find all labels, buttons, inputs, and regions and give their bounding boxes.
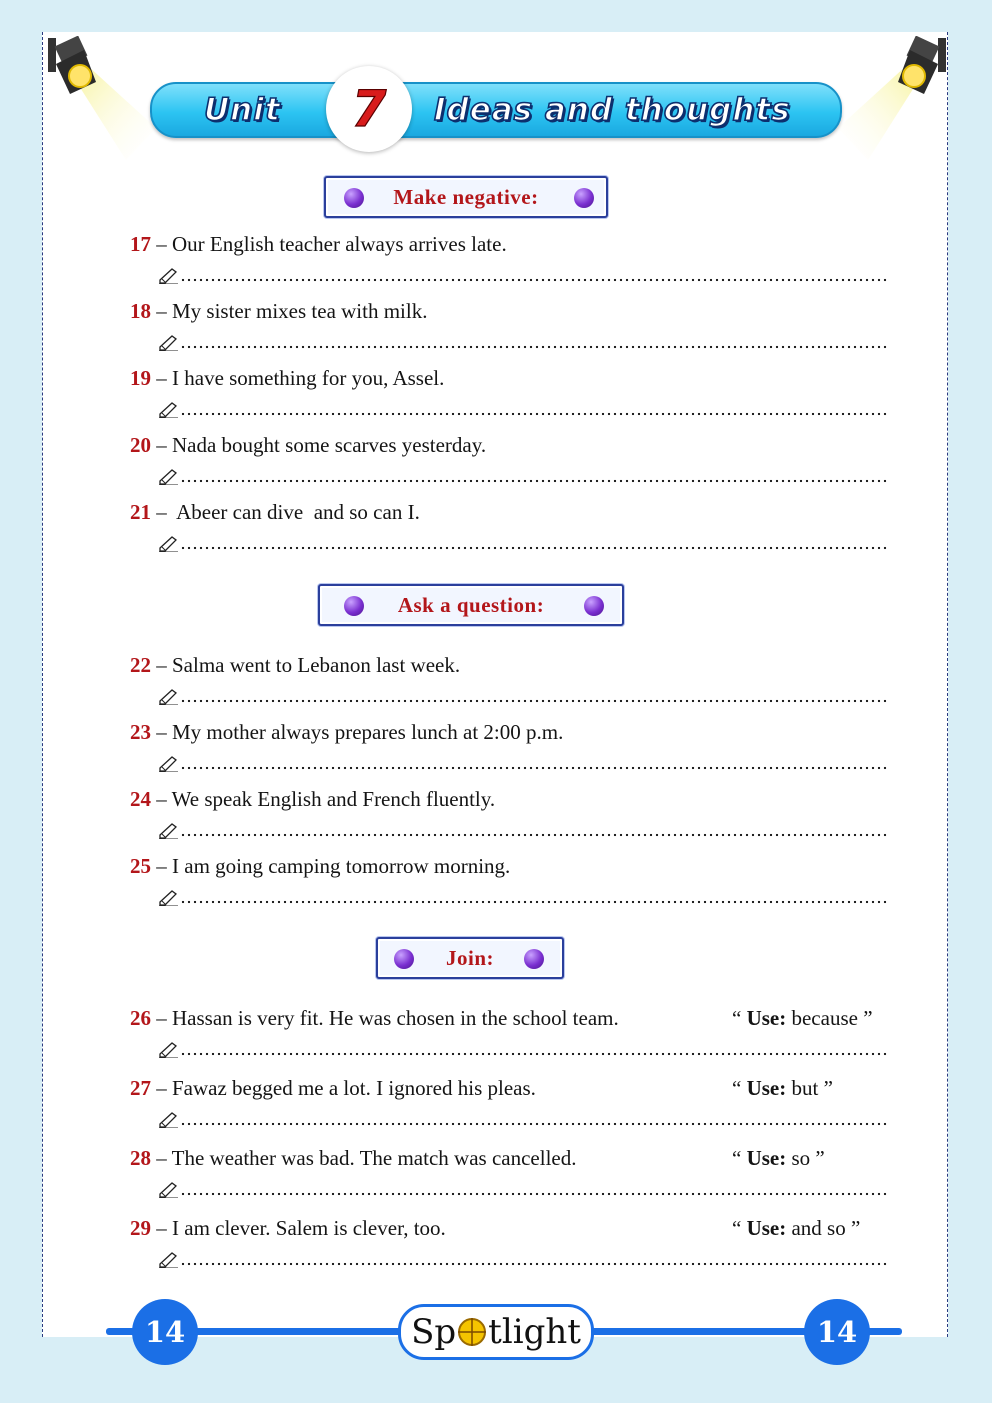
question-item bbox=[130, 1216, 446, 1241]
question-text: I have something for you, Assel. bbox=[172, 366, 445, 390]
question-text: I am clever. Salem is clever, too. bbox=[172, 1216, 446, 1240]
pencil-icon bbox=[158, 1110, 180, 1128]
answer-line[interactable] bbox=[158, 683, 888, 705]
question-text: I am going camping tomorrow morning. bbox=[172, 854, 511, 878]
dotted-line bbox=[180, 766, 888, 770]
question-separator: – bbox=[151, 787, 172, 811]
pencil-icon bbox=[158, 467, 180, 485]
question-text: Abeer can dive and so can I. bbox=[172, 500, 420, 524]
dotted-line bbox=[180, 833, 888, 837]
question-item bbox=[130, 299, 427, 324]
question-separator: – bbox=[151, 720, 172, 744]
spotlight-logo-icon bbox=[457, 1317, 487, 1347]
answer-line[interactable] bbox=[158, 1246, 888, 1268]
question-number: 29 bbox=[130, 1216, 151, 1240]
unit-banner bbox=[150, 82, 842, 138]
answer-line[interactable] bbox=[158, 1106, 888, 1128]
answer-line[interactable] bbox=[158, 530, 888, 552]
use-hint: “ Use: but ” bbox=[732, 1076, 833, 1100]
question-separator: – bbox=[151, 1076, 172, 1100]
question-text: The weather was bad. The match was cancelled. bbox=[171, 1146, 577, 1170]
pencil-icon bbox=[158, 266, 180, 284]
question-number: 27 bbox=[130, 1076, 151, 1100]
logo-text-start: Sp bbox=[411, 1312, 457, 1352]
question-item bbox=[130, 787, 495, 812]
dotted-line bbox=[180, 546, 888, 550]
section-ask-question bbox=[318, 584, 624, 626]
dotted-line bbox=[180, 1122, 888, 1126]
question-item bbox=[130, 500, 420, 525]
question-item bbox=[130, 854, 510, 879]
use-hint: “ Use: and so ” bbox=[732, 1216, 861, 1240]
bullet-icon bbox=[344, 188, 364, 208]
question-separator: – bbox=[151, 366, 172, 390]
question-number: 22 bbox=[130, 653, 151, 677]
question-number: 18 bbox=[130, 299, 151, 323]
spotlight-left-icon bbox=[44, 36, 164, 166]
use-word: because bbox=[791, 1006, 858, 1030]
answer-line[interactable] bbox=[158, 262, 888, 284]
use-label: Use: bbox=[746, 1146, 787, 1170]
question-number: 24 bbox=[130, 787, 151, 811]
bullet-icon bbox=[584, 596, 604, 616]
question-separator: – bbox=[151, 433, 172, 457]
question-text: Salma went to Lebanon last week. bbox=[172, 653, 461, 677]
use-label: Use: bbox=[746, 1216, 787, 1240]
use-hint: “ Use: so ” bbox=[732, 1146, 825, 1170]
pencil-icon bbox=[158, 333, 180, 351]
section-title: Make negative: bbox=[393, 184, 539, 209]
unit-title: Ideas and thoughts bbox=[434, 92, 791, 128]
question-number: 26 bbox=[130, 1006, 151, 1030]
bullet-icon bbox=[394, 949, 414, 969]
section-title: Join: bbox=[445, 945, 494, 970]
question-separator: – bbox=[151, 653, 172, 677]
question-text: We speak English and French fluently. bbox=[171, 787, 496, 811]
pencil-icon bbox=[158, 687, 180, 705]
pencil-icon bbox=[158, 534, 180, 552]
unit-label: Unit bbox=[204, 92, 281, 128]
question-text: Our English teacher always arrives late. bbox=[172, 232, 507, 256]
question-number: 17 bbox=[130, 232, 151, 256]
spotlight-right-icon bbox=[830, 36, 950, 166]
section-make-negative bbox=[324, 176, 608, 218]
bullet-icon bbox=[524, 949, 544, 969]
page-number-right: 14 bbox=[804, 1299, 870, 1365]
answer-line[interactable] bbox=[158, 329, 888, 351]
dotted-line bbox=[180, 900, 888, 904]
question-number: 21 bbox=[130, 500, 151, 524]
question-number: 19 bbox=[130, 366, 151, 390]
answer-line[interactable] bbox=[158, 1176, 888, 1198]
question-separator: – bbox=[151, 500, 172, 524]
answer-line[interactable] bbox=[158, 1036, 888, 1058]
question-item bbox=[130, 720, 563, 745]
dotted-line bbox=[180, 479, 888, 483]
dotted-line bbox=[180, 278, 888, 282]
pencil-icon bbox=[158, 1250, 180, 1268]
use-hint: “ Use: because ” bbox=[732, 1006, 873, 1030]
question-text: My sister mixes tea with milk. bbox=[172, 299, 428, 323]
answer-line[interactable] bbox=[158, 750, 888, 772]
dotted-line bbox=[180, 699, 888, 703]
question-separator: – bbox=[151, 232, 172, 256]
unit-number: 7 bbox=[326, 66, 412, 152]
answer-line[interactable] bbox=[158, 463, 888, 485]
use-word: so bbox=[791, 1146, 811, 1170]
dotted-line bbox=[180, 345, 888, 349]
question-separator: – bbox=[151, 854, 172, 878]
bullet-icon bbox=[344, 596, 364, 616]
question-item bbox=[130, 433, 486, 458]
logo-text-end: tlight bbox=[488, 1312, 581, 1352]
question-item bbox=[130, 1006, 619, 1031]
answer-line[interactable] bbox=[158, 884, 888, 906]
question-number: 25 bbox=[130, 854, 151, 878]
spotlight-logo bbox=[398, 1304, 594, 1360]
use-label: Use: bbox=[746, 1076, 787, 1100]
bullet-icon bbox=[574, 188, 594, 208]
question-number: 20 bbox=[130, 433, 151, 457]
dotted-line bbox=[180, 1052, 888, 1056]
question-item bbox=[130, 232, 507, 257]
dotted-line bbox=[180, 1262, 888, 1266]
pencil-icon bbox=[158, 400, 180, 418]
question-text: Fawaz begged me a lot. I ignored his pleas. bbox=[172, 1076, 536, 1100]
question-item bbox=[130, 1146, 576, 1171]
use-word: but bbox=[791, 1076, 819, 1100]
question-text: Nada bought some scarves yesterday. bbox=[172, 433, 487, 457]
question-number: 28 bbox=[130, 1146, 151, 1170]
question-text: My mother always prepares lunch at 2:00 p.m. bbox=[172, 720, 564, 744]
question-text: Hassan is very fit. He was chosen in the school team. bbox=[172, 1006, 619, 1030]
pencil-icon bbox=[158, 821, 180, 839]
pencil-icon bbox=[158, 1040, 180, 1058]
question-separator: – bbox=[151, 299, 172, 323]
answer-line[interactable] bbox=[158, 817, 888, 839]
page-number-left: 14 bbox=[132, 1299, 198, 1365]
section-join bbox=[376, 937, 564, 979]
question-item bbox=[130, 1076, 536, 1101]
pencil-icon bbox=[158, 888, 180, 906]
question-number: 23 bbox=[130, 720, 151, 744]
answer-line[interactable] bbox=[158, 396, 888, 418]
section-title: Ask a question: bbox=[397, 592, 545, 617]
pencil-icon bbox=[158, 1180, 180, 1198]
use-word: and so bbox=[791, 1216, 846, 1240]
dotted-line bbox=[180, 412, 888, 416]
question-separator: – bbox=[151, 1006, 172, 1030]
question-item bbox=[130, 366, 444, 391]
use-label: Use: bbox=[746, 1006, 787, 1030]
question-separator: – bbox=[151, 1216, 172, 1240]
question-item bbox=[130, 653, 460, 678]
question-separator: – bbox=[151, 1146, 172, 1170]
dotted-line bbox=[180, 1192, 888, 1196]
pencil-icon bbox=[158, 754, 180, 772]
